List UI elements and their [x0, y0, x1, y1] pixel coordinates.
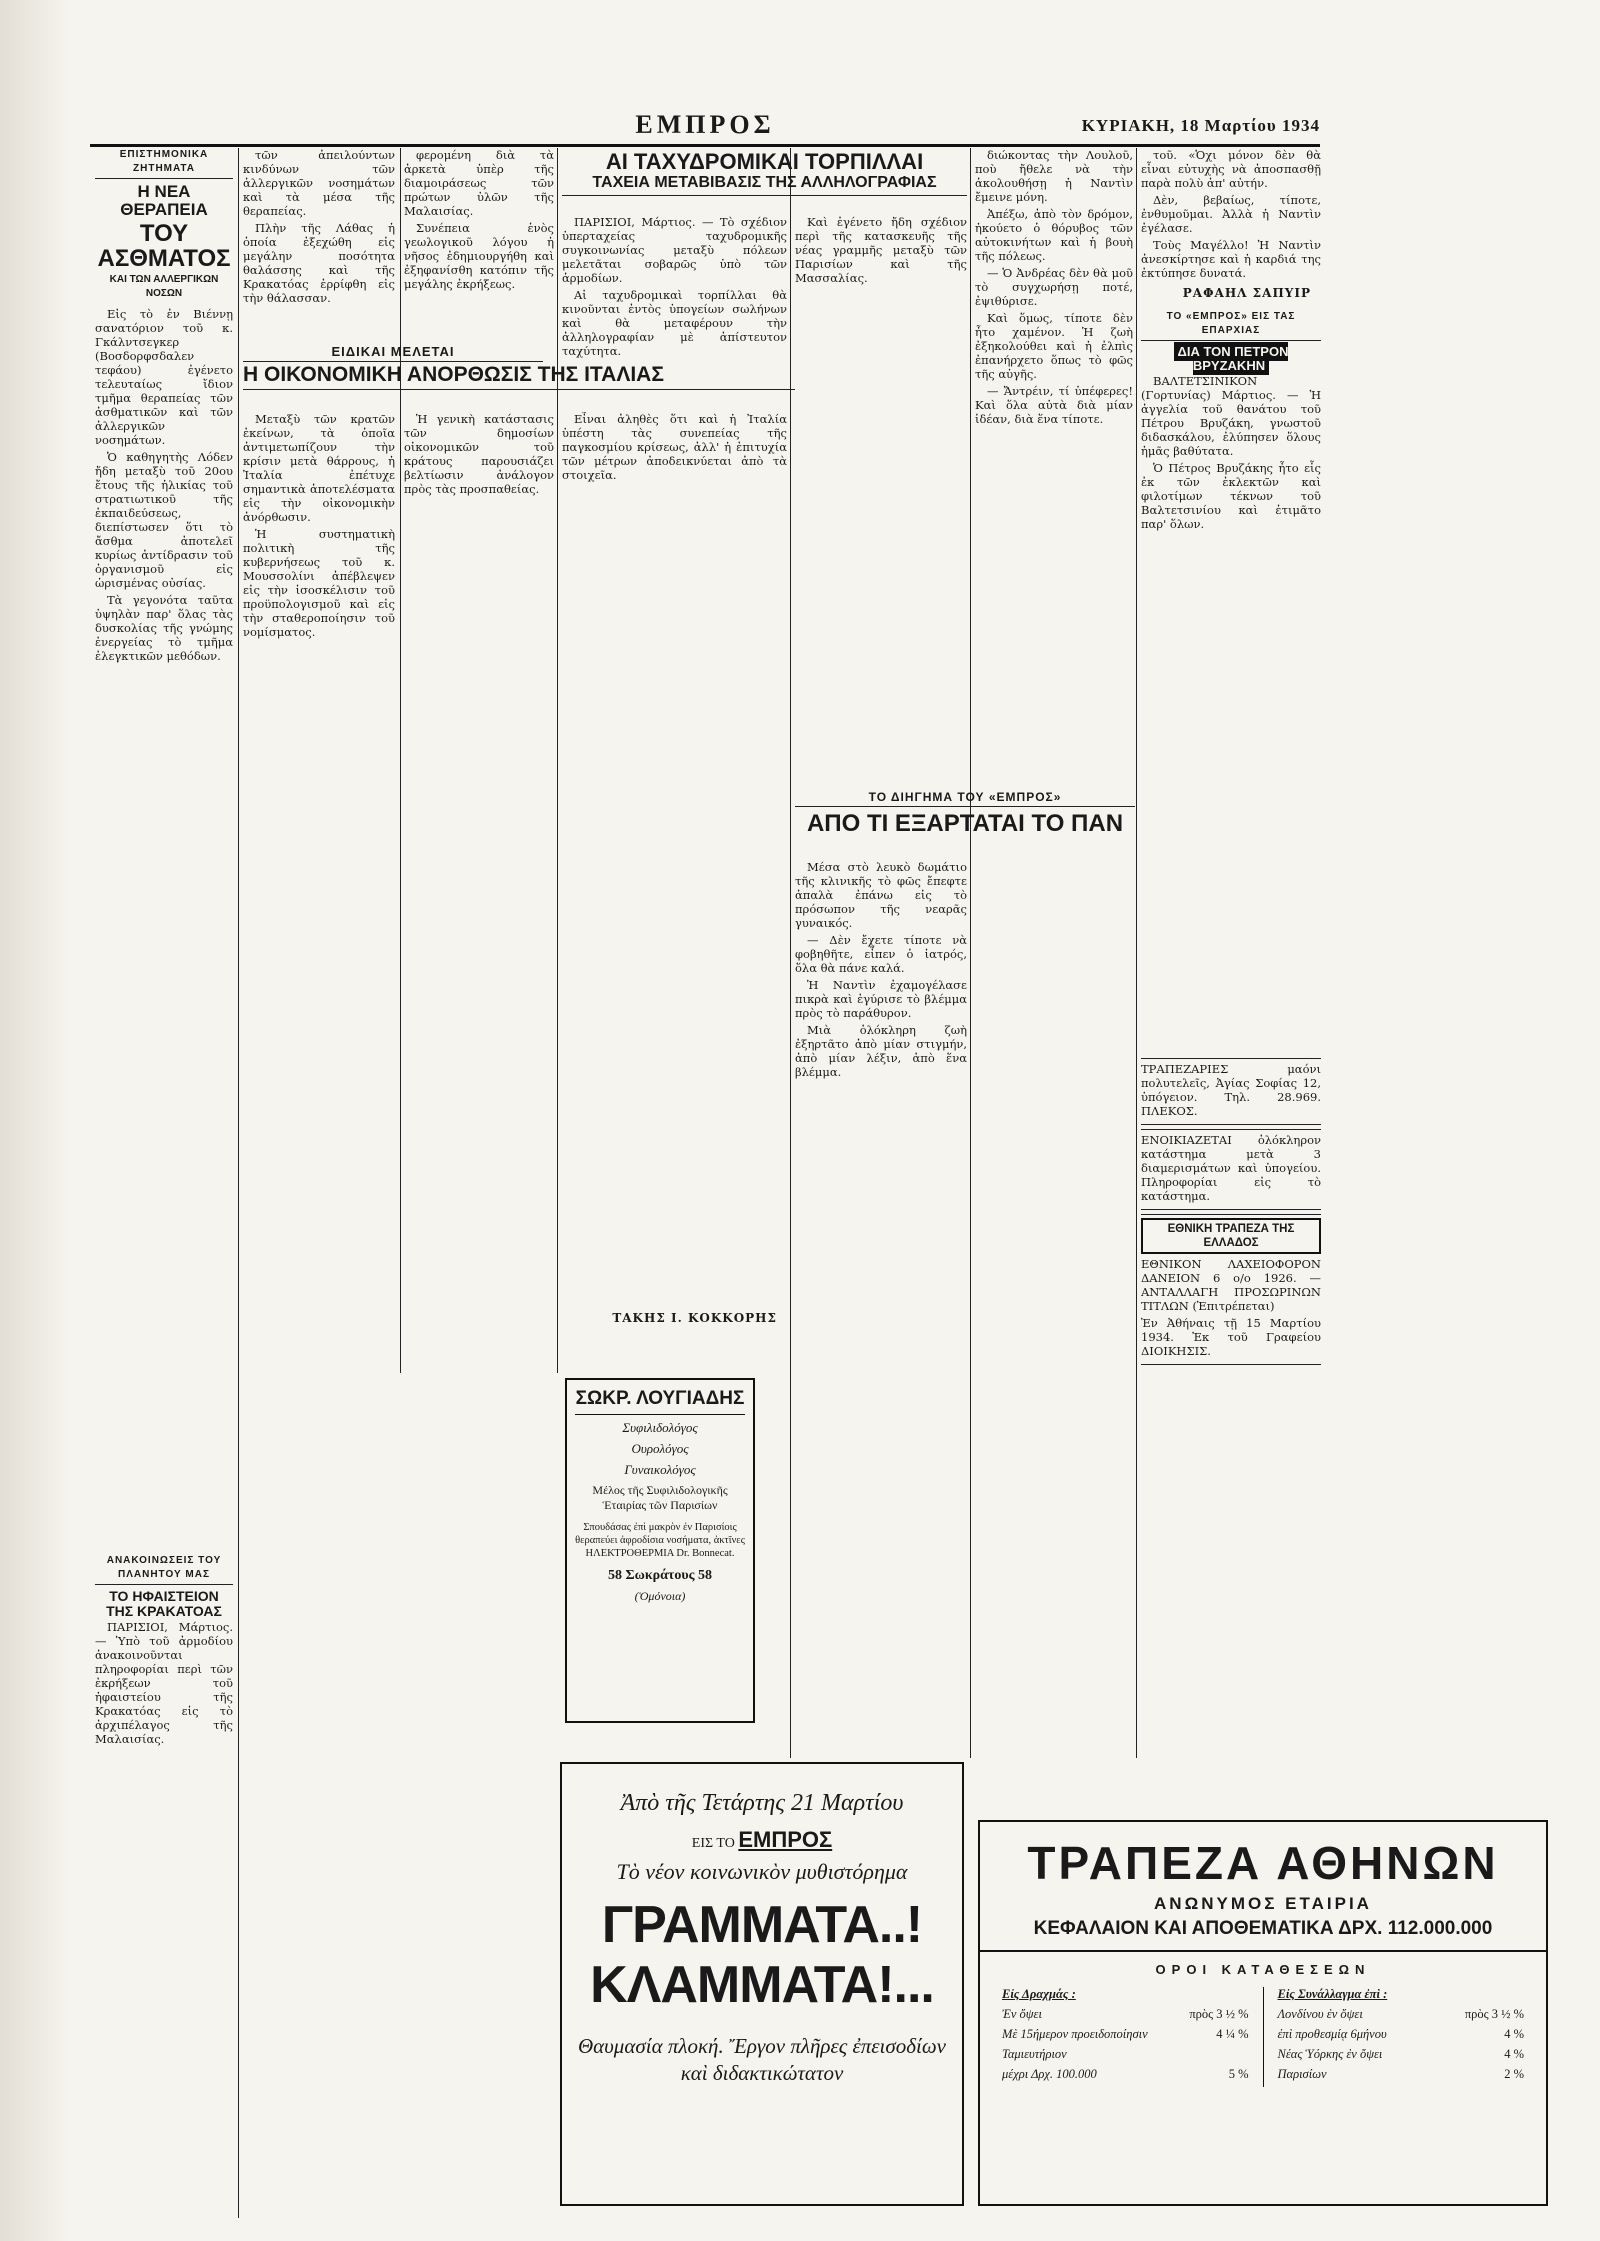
- paragraph: Καὶ ἐγένετο ἤδη σχέδιον περὶ τῆς κατασκευῆς τῆς νέας γραμμῆς μεταξὺ τῶν Παρισίων καὶ τῆς Μασσαλίας.: [795, 215, 967, 285]
- doctor-address-area: (Ὁμόνοια): [634, 1589, 686, 1603]
- doctor-membership: Μέλος τῆς Συφιλιδολογικῆς Ἑταιρίας τῶν Παρισίων: [592, 1483, 728, 1512]
- bank-advertisement: [978, 1820, 1548, 2206]
- classified-notice: [1141, 1058, 1321, 1125]
- rate-value: 4 %: [1504, 2027, 1524, 2041]
- rates-foreign-heading: Εἰς Συνάλλαγμα ἐπὶ :: [1277, 1987, 1388, 2001]
- author-signature: ΤΑΚΗΣ Ι. ΚΟΚΚΟΡΗΣ: [612, 1311, 777, 1325]
- rate-row: [1278, 2047, 1525, 2062]
- article-headline-3: ΤΟ ΗΦΑΙΣΤΕΙΟΝ ΤΗΣ ΚΡΑΚΑΤΟΑΣ: [106, 1588, 222, 1619]
- notice-text: Ἐν Ἀθήναις τῇ 15 Μαρτίου 1934. Ἐκ τοῦ Γραφείου ΔΙΟΙΚΗΣΙΣ.: [1141, 1316, 1321, 1359]
- paragraph: — Ὁ Ἀνδρέας δὲν θὰ μοῦ τὸ συγχωρήσῃ ποτέ, ἐψιθύρισε.: [975, 266, 1133, 308]
- rate-label: Νέας Ὑόρκης ἐν ὄψει: [1277, 2047, 1383, 2061]
- article-headline: Η ΝΕΑ ΘΕΡΑΠΕΙΑ: [120, 182, 208, 219]
- paragraph: Ἡ συστηματικὴ πολιτικὴ τῆς κυβερνήσεως τοῦ κ. Μουσσολίνι ἀπέβλεψεν εἰς τὴν ἰσοσκέλισιν τοῦ προϋπολογισμοῦ καὶ εἰς τὴν σταθεροποίησιν τοῦ νομίσματος.: [243, 527, 395, 639]
- novel-title-2: ΚΛΑΜΜΑΤΑ!...: [590, 1956, 934, 2014]
- notice-text: ΤΡΑΠΕΖΑΡΙΕΣ μαόνι πολυτελεῖς, Ἀγίας Σοφίας 12, ὑπόγειον. Τηλ. 28.969. ΠΛΕΚΟΣ.: [1141, 1062, 1321, 1119]
- rate-value: πρὸς 3 ½ %: [1189, 2007, 1249, 2021]
- author-signature: ΡΑΦΑΗΛ ΣΑΠΥΙΡ: [1182, 286, 1311, 300]
- doctor-advertisement: [565, 1378, 755, 1723]
- novel-newspaper-name: ΕΜΠΡΟΣ: [738, 1827, 833, 1852]
- rate-row: [1278, 2027, 1525, 2042]
- deposit-terms-heading: ΟΡΟΙ ΚΑΤΑΘΕΣΕΩΝ: [1155, 1962, 1371, 1977]
- bank-notice: [1141, 1214, 1321, 1365]
- paragraph: — Δὲν ἔχετε τίποτε νὰ φοβηθῆτε, εἶπεν ὁ ἰατρός, ὅλα θὰ πάνε καλά.: [795, 933, 967, 975]
- rates-drachma-heading: Εἰς Δραχμάς :: [1002, 1987, 1076, 2001]
- paragraph: Πλὴν τῆς Λάθας ἡ ὁποία ἐξεχώθη εἰς μεγάλην ποσότητα θαλάσσης καὶ τῆς Κρακατόας ἐρρίφθη εἰς τὴν θάλασσαν.: [243, 221, 395, 305]
- rate-row: [1002, 2067, 1249, 2082]
- rate-value: 5 %: [1228, 2067, 1249, 2081]
- story-headline: ΑΠΟ ΤΙ ΕΞΑΡΤΑΤΑΙ ΤΟ ΠΑΝ: [806, 810, 1124, 837]
- paragraph: τῶν ἀπειλούντων κινδύνων τῶν ἀλλεργικῶν νοσημάτων καὶ τὰ μέσα τῆς θεραπείας.: [243, 148, 395, 218]
- rate-label: Παρισίων: [1277, 2067, 1327, 2081]
- rate-row: [1002, 2027, 1249, 2042]
- column-rule: [238, 148, 239, 2218]
- doctor-description: Σπουδάσας ἐπὶ μακρὸν ἐν Παρισίοις θεραπεύει ἀφροδίσια νοσήματα, ἀκτῖνες ΗΛΕΚΤΡΟΘΕΡΜΙΑ Dr. Bonnecat.: [575, 1522, 745, 1559]
- paragraph: Εἶναι ἀληθὲς ὅτι καὶ ἡ Ἰταλία ὑπέστη τὰς συνεπείας τῆς παγκοσμίου κρίσεως, ἀλλ' ἡ ἐπιτυχία τῶν μέτρων ἀποδεικνύεται ἀπὸ τὰ στοιχεῖα.: [562, 412, 787, 482]
- column-rule: [400, 148, 401, 1373]
- paragraph: Ἀπέξω, ἀπὸ τὸν δρόμον, ἠκούετο ὁ θόρυβος τῶν αὐτοκινήτων καὶ ἡ βουὴ τῆς πόλεως.: [975, 207, 1133, 263]
- scan-edge-shadow: [0, 0, 70, 2241]
- paragraph: Ὁ Πέτρος Βρυζάκης ἦτο εἷς ἐκ τῶν ἐκλεκτῶν καὶ φιλοτίμων τέκνων τοῦ Βαλτετσινίου καὶ ἐτιμᾶτο παρ' ὅλων.: [1141, 461, 1321, 532]
- body-text-block: [1141, 534, 1321, 1054]
- italy-article-col-c: [562, 412, 787, 1372]
- column-rule: [1136, 148, 1137, 1758]
- column-5-top: [795, 215, 967, 785]
- column-rule: [557, 148, 558, 1373]
- novel-start-date: Ἀπὸ τῆς Τετάρτης 21 Μαρτίου: [620, 1790, 904, 1816]
- rate-value: 4 ¼ %: [1216, 2027, 1249, 2041]
- bank-type: ΑΝΩΝΥΜΟΣ ΕΤΑΙΡΙΑ: [1154, 1894, 1372, 1913]
- rates-foreign: [1278, 1987, 1525, 2087]
- paragraph: Δὲν, βεβαίως, τίποτε, ἐνθυμοῦμαι. Ἀλλὰ ἡ Ναντὶν ἐγέλασε.: [1141, 193, 1321, 235]
- paragraph: τοῦ. «Ὁχι μόνον δὲν θὰ εἶναι εὐτυχὴς νὰ ἀποσπασθῇ παρὰ πολὺ ἀπ' αὐτήν.: [1141, 148, 1321, 190]
- deposit-rates: [1002, 1987, 1524, 2087]
- section-kicker: ΕΠΙΣΤΗΜΟΝΙΚΑ ΖΗΤΗΜΑΤΑ: [95, 148, 233, 179]
- rate-value: 4 %: [1504, 2047, 1524, 2061]
- article-headline-2: ΤΟΥ ΑΣΘΜΑΤΟΣ: [97, 219, 231, 272]
- doctor-specialty: Συφιλιδολόγος: [622, 1420, 698, 1435]
- rate-label: ἐπὶ προθεσμίᾳ 6μήνου: [1277, 2027, 1387, 2041]
- italy-headline: Η ΟΙΚΟΝΟΜΙΚΗ ΑΝΟΡΘΩΣΙΣ ΤΗΣ ΙΤΑΛΙΑΣ: [243, 364, 795, 390]
- paragraph: Τὰ γεγονότα ταῦτα ὑψηλὰν παρ' ὅλας τὰς δυσκολίας τῆς γνώμης ἐνεργείας τὸ τμῆμα ἐλεγκτικῶν μεθόδων.: [95, 593, 233, 664]
- rate-row: [1002, 2007, 1249, 2022]
- novel-description: Τὸ νέον κοινωνικὸν μυθιστόρημα: [616, 1859, 908, 1884]
- paragraph: ΠΑΡΙΣΙΟΙ, Μάρτιος. — Ὑπὸ τοῦ ἀρμοδίου ἀνακοινοῦνται πληροφορίαι περὶ τῶν ἐκρήξεων τοῦ ἡφαιστείου τῆς Κρακατόας εἰς τὸ ἀρχιπέλαγος τῆς Μαλαισίας.: [95, 1620, 233, 1747]
- story-col-a: [795, 860, 967, 1750]
- paragraph: Τοὺς Μαγέλλο! Ἡ Ναντὶν ἀνεσκίρτησε καὶ ἡ καρδιά της ἐκτύπησε δυνατά.: [1141, 238, 1321, 280]
- rate-row: [1002, 2047, 1249, 2062]
- rate-label: Λονδίνου ἐν ὄψει: [1277, 2007, 1363, 2021]
- paragraph: φερομένη διὰ τὰ ἀρκετὰ ὑπὲρ τῆς διαμοιράσεως τῶν πρώτων ὑλῶν τῆς Μαλαισίας.: [404, 148, 554, 218]
- column-6: [975, 148, 1133, 1758]
- rate-label: Μὲ 15ήμερον προειδοποίησιν: [1002, 2027, 1148, 2041]
- column-1: [95, 148, 233, 2228]
- rate-row: [1278, 2007, 1525, 2022]
- column-4-top: [562, 215, 787, 405]
- bank-capital: ΚΕΦΑΛΑΙΟΝ ΚΑΙ ΑΠΟΘΕΜΑΤΙΚΑ ΔΡΧ. 112.000.000: [980, 1918, 1546, 1952]
- paragraph: Μέσα στὸ λευκὸ δωμάτιο τῆς κλινικῆς τὸ φῶς ἔπεφτε ἀπαλὰ ἐπάνω εἰς τὸ πρόσωπον τῆς νεαρᾶς γυναικός.: [795, 860, 967, 930]
- paragraph: διώκοντας τὴν Λουλοῦ, ποὺ ἤθελε νὰ τὴν ἀκολουθήσῃ ἡ Ναντὶν ἔμεινε μόνη.: [975, 148, 1133, 204]
- article-subhead: ΚΑΙ ΤΩΝ ΑΛΛΕΡΓΙΚΩΝ ΝΟΣΩΝ: [109, 274, 219, 300]
- novel-newspaper-pre: ΕΙΣ ΤΟ: [691, 1836, 735, 1851]
- rates-drachma: [1002, 1987, 1249, 2087]
- vryzakis-headline: [1141, 345, 1321, 372]
- paragraph: Εἰς τὸ ἐν Βιέννῃ σανατόριον τοῦ κ. Γκάλντσεγκερ (Βοσδορφσδαλεν τεφάου) ἐγένετο τελευταίως ἴδιον τμῆμα θεραπείας τῶν ἀσθματικῶν καὶ τῶν ἀλλεργικῶν νοσημάτων.: [95, 307, 233, 448]
- column-7: [1141, 148, 1321, 1768]
- torpedo-subheadline: ΤΑΧΕΙΑ ΜΕΤΑΒΙΒΑΣΙΣ ΤΗΣ ΑΛΛΗΛΟΓΡΑΦΙΑΣ: [562, 175, 967, 196]
- novel-newspaper: [562, 1827, 962, 1853]
- novel-title-1: ΓΡΑΜΜΑΤΑ..!: [601, 1896, 923, 1954]
- torpedo-headline: ΑΙ ΤΑΧΥΔΡΟΜΙΚΑΙ ΤΟΡΠΙΛΛΑΙ: [605, 149, 924, 174]
- rate-value: 2 %: [1504, 2067, 1524, 2081]
- vryzakis-headline-text: ΔΙΑ ΤΟΝ ΠΕΤΡΟΝ ΒΡΥΖΑΚΗΝ: [1174, 342, 1289, 375]
- column-rule: [970, 148, 971, 1758]
- italy-article-col-b: [404, 412, 554, 2217]
- story-kicker: ΤΟ ΔΙΗΓΗΜΑ ΤΟΥ «ΕΜΠΡΟΣ»: [795, 790, 1135, 807]
- rate-label: Ταμιευτήριον: [1002, 2047, 1067, 2061]
- paragraph: Καὶ ὅμως, τίποτε δὲν ἦτο χαμένον. Ἡ ζωὴ ἐξηκολούθει καὶ ἡ ἐλπὶς ἐπανήρχετο ὅπως τὸ φῶς τῆς αὐγῆς.: [975, 311, 1133, 381]
- paragraph: ΠΑΡΙΣΙΟΙ, Μάρτιος. — Τὸ σχέδιον ὑπερταχείας ταχυδρομικῆς συγκοινωνίας μεταξὺ πόλεων μελετᾶται σοβαρῶς ὑπὸ τῶν ἁρμοδίων.: [562, 215, 787, 285]
- section-kicker: ΤΟ «ΕΜΠΡΟΣ» ΕΙΣ ΤΑΣ ΕΠΑΡΧΙΑΣ: [1141, 310, 1321, 341]
- paragraph: Ὁ καθηγητὴς Λόδεν ἤδη μεταξὺ τοῦ 20ου ἔτους τῆς ἡλικίας τοῦ στρατιωτικοῦ τῆς ἐκπαιδεύσεως, διεπίστωσεν ὅτι τὸ ἄσθμα ἀποτελεῖ κυρίως ἀντίδρασιν τοῦ ὀργανισμοῦ εἰς ὡρισμένας οὐσίας.: [95, 450, 233, 591]
- paragraph: Συνέπεια ἑνὸς γεωλογικοῦ λόγου ἡ νῆσος ἐδημιουργήθη καὶ ἐξηφανίσθη κατόπιν τῆς μεγάλης ἐκρήξεως.: [404, 221, 554, 291]
- bank-notice-head: ΕΘΝΙΚΗ ΤΡΑΠΕΖΑ ΤΗΣ ΕΛΛΑΔΟΣ: [1141, 1218, 1321, 1254]
- rates-divider: [1263, 1987, 1264, 2087]
- doctor-specialty: Γυναικολόγος: [624, 1462, 696, 1477]
- doctor-specialty: Ουρολόγος: [631, 1441, 689, 1456]
- paragraph: Ἡ Ναντὶν ἐχαμογέλασε πικρὰ καὶ ἐγύρισε τὸ βλέμμα πρὸς τὸ παράθυρον.: [795, 978, 967, 1020]
- body-text-block: [95, 666, 233, 1546]
- italy-article-col-a: [243, 412, 395, 2217]
- paragraph: Μεταξὺ τῶν κρατῶν ἐκείνων, τὰ ὁποῖα ἀντιμετωπίζουν τὴν κρίσιν μετὰ θάρρους, ἡ Ἰταλία ἐπέτυχε σημαντικὰ ἀποτελέσματα εἰς τὴν οἰκονομικὴν ἀνόρθωσιν.: [243, 412, 395, 524]
- bank-name: ΤΡΑΠΕΖΑ ΑΘΗΝΩΝ: [1027, 1837, 1499, 1889]
- body-text-block: [562, 485, 787, 1305]
- paragraph: ΒΑΛΤΕΤΣΙΝΙΚΟΝ (Γορτυνίας) Μάρτιος. — Ἡ ἀγγελία τοῦ θανάτου τοῦ Πέτρου Βρυζάκη, γνωστοῦ διδασκάλου, ἐλύπησεν ὅλους ἡμᾶς βαθύτατα.: [1141, 374, 1321, 459]
- paragraph: Ἡ γενικὴ κατάστασις τῶν δημοσίων οἰκονομικῶν τοῦ κράτους παρουσιάζει βελτίωσιν ἀνάλογον πρὸς τὰς προσπαθείας.: [404, 412, 554, 496]
- issue-date: ΚΥΡΙΑΚΗ, 18 Μαρτίου 1934: [1081, 116, 1320, 135]
- newspaper-title: ΕΜΠΡΟΣ: [635, 110, 775, 139]
- paragraph: — Ἄντρέιν, τί ὑπέφερες! Καὶ ὅλα αὐτὰ διὰ μίαν ἰδέαν, διὰ ἕνα τίποτε.: [975, 384, 1133, 426]
- masthead: [90, 108, 1320, 147]
- doctor-address: 58 Σωκράτους 58: [607, 1568, 713, 1583]
- notice-text: ΕΝΟΙΚΙΑΖΕΤΑΙ ὁλόκληρον κατάστημα μετὰ 3 διαμερισμάτων καὶ ὑπογείου. Πληροφορίαι εἰς τὸ κατάστημα.: [1141, 1133, 1321, 1204]
- rate-value: πρὸς 3 ½ %: [1464, 2007, 1524, 2021]
- section-kicker-2: ΑΝΑΚΟΙΝΩΣΕΙΣ ΤΟΥ ΠΛΑΝΗΤΟΥ ΜΑΣ: [95, 1554, 233, 1585]
- doctor-name: ΣΩΚΡ. ΛΟΥΓΙΑΔΗΣ: [575, 1388, 745, 1415]
- notice-text: ΕΘΝΙΚΟΝ ΛΑΧΕΙΟΦΟΡΟΝ ΔΑΝΕΙΟΝ 6 ο/ο 1926. — ΑΝΤΑΛΛΑΓΗ ΠΡΟΣΩΡΙΝΩΝ ΤΙΤΛΩΝ (Ἐπιτρέπεται): [1141, 1257, 1321, 1314]
- rate-label: μέχρι Δρχ. 100.000: [1002, 2067, 1097, 2081]
- rate-row: [1278, 2067, 1525, 2082]
- torpedo-article-header: [562, 148, 967, 208]
- novel-advertisement: [560, 1762, 964, 2206]
- rate-label: Ἐν ὄψει: [1002, 2007, 1042, 2021]
- paragraph: Μιὰ ὁλόκληρη ζωὴ ἐξηρτᾶτο ἀπὸ μίαν στιγμήν, ἀπὸ μίαν λέξιν, ἀπὸ ἕνα βλέμμα.: [795, 1023, 967, 1079]
- classified-notice: [1141, 1129, 1321, 1210]
- section-kicker: ΕΙΔΙΚΑΙ ΜΕΛΕΤΑΙ: [243, 345, 543, 362]
- paragraph: Αἱ ταχυδρομικαὶ τορπίλλαι θὰ κινοῦνται ἐντὸς ὑπογείων σωλήνων καὶ θὰ μεταφέρουν τὴν ἀλληλογραφίαν μὲ ἀπίστευτον ταχύτητα.: [562, 288, 787, 358]
- novel-tagline: Θαυμασία πλοκή. Ἔργον πλῆρες ἐπεισοδίων καὶ διδακτικώτατον: [577, 2034, 946, 2085]
